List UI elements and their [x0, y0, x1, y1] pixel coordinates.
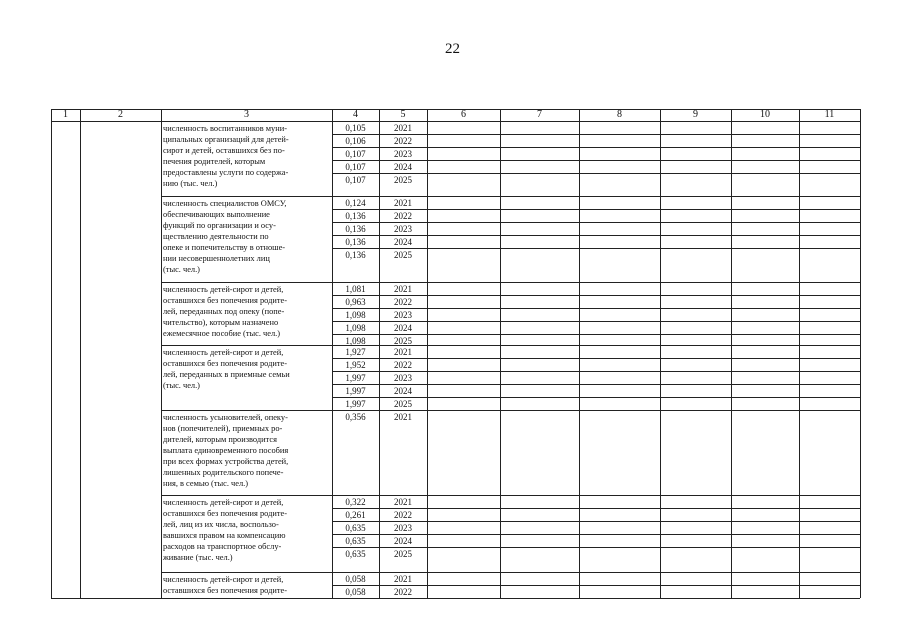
indicator-description: лишенных родительского попече- — [163, 468, 284, 477]
column-header: 11 — [824, 109, 835, 120]
row-border — [332, 534, 860, 535]
indicator-description: оставшихся без попечения родите- — [163, 509, 288, 518]
indicator-value: 1,098 — [345, 336, 366, 346]
indicator-description: численность детей-сирот и детей, — [163, 498, 284, 507]
column-border — [500, 109, 501, 598]
indicator-value: 0,261 — [345, 510, 366, 520]
indicator-value: 0,136 — [345, 237, 366, 247]
row-border — [332, 147, 860, 148]
indicator-value: 0,058 — [345, 587, 366, 597]
indicator-description: оставшихся без попечения родите- — [163, 359, 288, 368]
indicator-year: 2024 — [394, 323, 412, 333]
indicator-description: живание (тыс. чел.) — [163, 553, 233, 562]
indicator-year: 2021 — [394, 347, 412, 357]
indicator-year: 2025 — [394, 175, 412, 185]
indicator-description: (тыс. чел.) — [163, 265, 200, 274]
column-header: 7 — [537, 109, 542, 120]
column-border — [660, 109, 661, 598]
row-border — [332, 134, 860, 135]
indicator-value: 1,997 — [345, 386, 366, 396]
column-header: 5 — [400, 109, 406, 120]
indicator-year: 2024 — [394, 162, 412, 172]
row-border — [332, 282, 860, 283]
indicator-description: расходов на транспортное обслу- — [163, 542, 282, 551]
column-header: 10 — [760, 109, 770, 120]
row-border — [332, 358, 860, 359]
indicator-value: 1,098 — [345, 323, 366, 333]
indicator-description: функций по организации и осу- — [163, 221, 276, 230]
indicator-value: 0,322 — [345, 497, 366, 507]
indicator-description: численность детей-сирот и детей, — [163, 285, 284, 294]
column-border — [860, 109, 861, 598]
indicator-year: 2022 — [394, 297, 412, 307]
indicator-value: 0,107 — [345, 162, 366, 172]
indicator-year: 2025 — [394, 336, 412, 346]
block-border — [161, 572, 332, 573]
row-border — [332, 345, 860, 346]
block-border — [161, 410, 332, 411]
indicator-value: 0,106 — [345, 136, 366, 146]
indicator-value: 0,107 — [345, 149, 366, 159]
indicator-value: 1,098 — [345, 310, 366, 320]
indicator-year: 2021 — [394, 574, 412, 584]
indicator-year: 2021 — [394, 412, 412, 422]
indicator-description: оставшихся без попечения родите- — [163, 296, 288, 305]
page-number: 22 — [445, 41, 460, 57]
indicator-description: предоставлены услуги по содержа- — [163, 168, 289, 177]
column-header: 2 — [118, 109, 123, 120]
row-border — [332, 495, 860, 496]
indicator-description: опеке и попечительству в отноше- — [163, 243, 286, 252]
indicator-year: 2023 — [394, 310, 412, 320]
indicator-year: 2021 — [394, 284, 412, 294]
row-border — [332, 371, 860, 372]
row-border — [332, 397, 860, 398]
block-border — [161, 282, 332, 283]
indicator-year: 2022 — [394, 360, 412, 370]
indicator-year: 2021 — [394, 198, 412, 208]
indicator-value: 1,952 — [345, 360, 366, 370]
column-border — [799, 109, 800, 598]
row-border — [332, 321, 860, 322]
indicator-year: 2022 — [394, 136, 412, 146]
indicator-description: ципальных организаций для детей- — [163, 135, 289, 144]
indicator-year: 2025 — [394, 250, 412, 260]
indicator-year: 2021 — [394, 123, 412, 133]
indicator-value: 0,124 — [345, 198, 366, 208]
indicator-year: 2023 — [394, 149, 412, 159]
row-border — [332, 572, 860, 573]
indicator-description: численность детей-сирот и детей, — [163, 348, 284, 357]
indicator-year: 2022 — [394, 211, 412, 221]
indicator-description: чительство), которым назначено — [163, 318, 279, 327]
indicator-year: 2025 — [394, 399, 412, 409]
indicator-description: обеспечивающих выполнение — [163, 210, 270, 219]
column-border — [427, 109, 428, 598]
indicator-year: 2021 — [394, 497, 412, 507]
row-border — [332, 384, 860, 385]
indicator-description: численность усыновителей, опеку- — [163, 413, 288, 422]
indicator-description: ществлению деятельности по — [163, 232, 269, 241]
indicator-year: 2025 — [394, 549, 412, 559]
indicator-description: ежемесячное пособие (тыс. чел.) — [163, 329, 281, 338]
indicator-value: 0,356 — [345, 412, 366, 422]
row-border — [332, 308, 860, 309]
indicator-description: лей, переданных в приемные семьи — [163, 370, 290, 379]
indicator-year: 2022 — [394, 510, 412, 520]
column-border — [161, 109, 162, 598]
indicator-description: нии несовершеннолетних лиц — [163, 254, 270, 263]
row-border — [332, 508, 860, 509]
row-border — [332, 585, 860, 586]
indicator-description: численность детей-сирот и детей, — [163, 575, 284, 584]
row-border — [332, 235, 860, 236]
indicator-year: 2023 — [394, 224, 412, 234]
indicator-year: 2023 — [394, 373, 412, 383]
indicator-value: 1,081 — [345, 284, 366, 294]
indicator-value: 0,058 — [345, 574, 366, 584]
table-bottom-border — [51, 598, 860, 599]
row-border — [332, 248, 860, 249]
indicator-value: 0,136 — [345, 250, 366, 260]
column-border — [731, 109, 732, 598]
indicator-value: 0,136 — [345, 224, 366, 234]
row-border — [332, 295, 860, 296]
indicator-description: нию (тыс. чел.) — [163, 179, 218, 188]
indicator-year: 2024 — [394, 237, 412, 247]
row-border — [332, 160, 860, 161]
row-border — [332, 410, 860, 411]
indicator-value: 0,635 — [345, 536, 366, 546]
indicator-value: 0,105 — [345, 123, 366, 133]
column-header: 3 — [244, 109, 249, 120]
indicator-year: 2023 — [394, 523, 412, 533]
column-header: 1 — [63, 109, 68, 120]
indicator-description: численность специалистов ОМСУ, — [163, 199, 287, 208]
column-border — [579, 109, 580, 598]
indicator-value: 1,997 — [345, 373, 366, 383]
indicator-value: 1,997 — [345, 399, 366, 409]
column-header: 9 — [693, 109, 698, 120]
column-header: 4 — [353, 109, 358, 120]
indicator-description: вавшихся правом на компенсацию — [163, 531, 286, 540]
indicator-description: лей, переданных под опеку (попе- — [163, 307, 285, 316]
row-border — [332, 222, 860, 223]
column-header: 8 — [617, 109, 622, 120]
row-border — [332, 173, 860, 174]
indicator-description: численность воспитанников муни- — [163, 124, 287, 133]
indicator-value: 1,927 — [345, 347, 366, 357]
indicator-value: 0,635 — [345, 523, 366, 533]
row-border — [332, 196, 860, 197]
indicator-description: при всех формах устройства детей, — [163, 457, 289, 466]
column-border — [80, 109, 81, 598]
row-border — [332, 121, 860, 122]
indicator-year: 2022 — [394, 587, 412, 597]
column-border — [51, 109, 52, 598]
column-header: 6 — [461, 109, 466, 120]
indicator-description: лей, лиц из их числа, воспользо- — [163, 520, 279, 529]
indicator-description: сирот и детей, оставшихся без по- — [163, 146, 285, 155]
indicator-value: 0,635 — [345, 549, 366, 559]
indicator-description: оставшихся без попечения родите- — [163, 586, 288, 595]
row-border — [332, 209, 860, 210]
block-border — [161, 495, 332, 496]
indicator-year: 2024 — [394, 386, 412, 396]
block-border — [161, 345, 332, 346]
indicator-description: ния, в семью (тыс. чел.) — [163, 479, 249, 488]
indicator-value: 0,963 — [345, 297, 366, 307]
block-border — [161, 196, 332, 197]
indicator-year: 2024 — [394, 536, 412, 546]
row-border — [332, 334, 860, 335]
indicator-description: нов (попечителей), приемных ро- — [163, 424, 283, 433]
indicator-description: (тыс. чел.) — [163, 381, 200, 390]
row-border — [332, 547, 860, 548]
indicator-value: 0,107 — [345, 175, 366, 185]
indicator-description: дителей, которым производится — [163, 435, 277, 444]
row-border — [332, 521, 860, 522]
indicator-description: выплата единовременного пособия — [163, 446, 289, 455]
indicator-description: печения родителей, которым — [163, 157, 266, 166]
indicator-value: 0,136 — [345, 211, 366, 221]
